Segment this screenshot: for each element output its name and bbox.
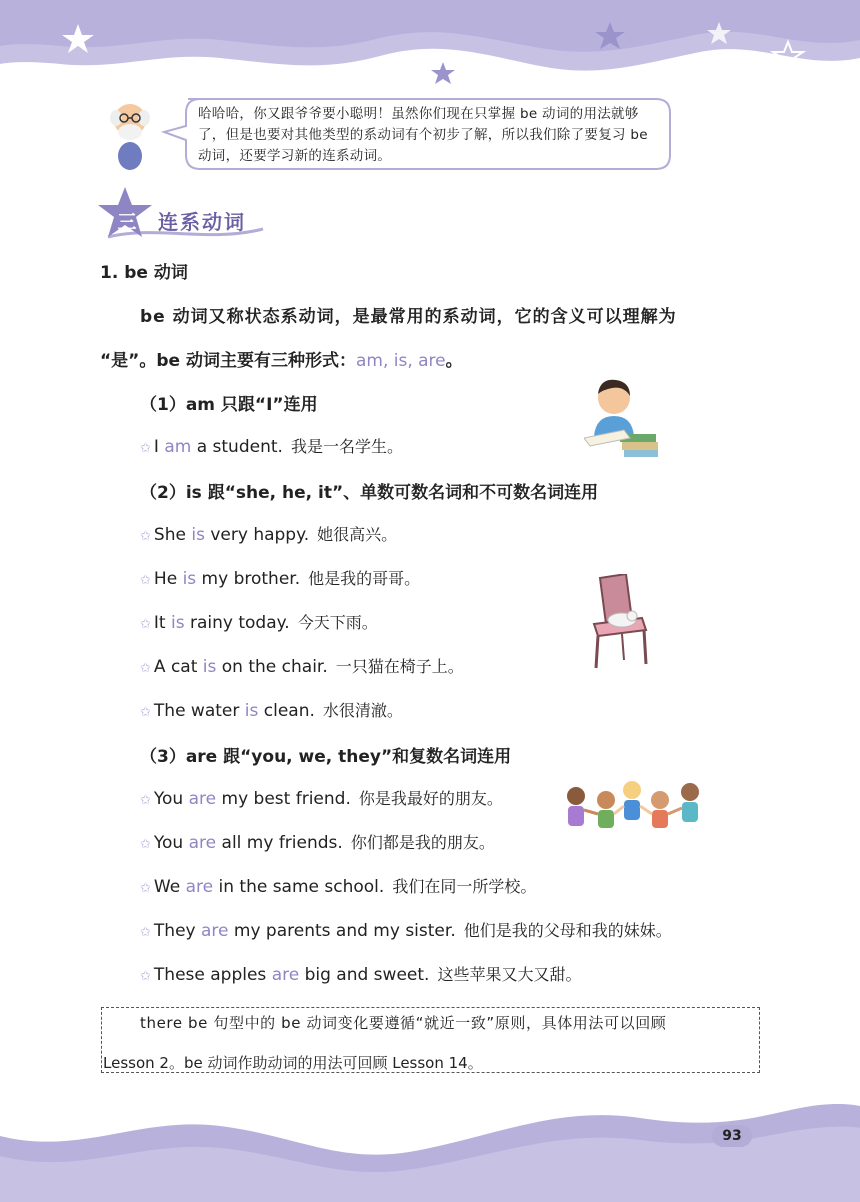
note-line-1: there be 句型中的 be 动词变化要遵循“就近一致”原则，具体用法可以回顾 bbox=[140, 1014, 667, 1032]
bubble-text: 哈哈哈，你又跟爷爷要小聪明！虽然你们现在只掌握 be 动词的用法就够了，但是也要对其他类型的系动词有个初步了解，所以我们除了要复习 be 动词，还要学习新的连系动词。 bbox=[198, 106, 648, 164]
chair-cat-illustration bbox=[586, 574, 652, 670]
example-line: ✩ These apples are big and sweet. 这些苹果又大又甜。 bbox=[140, 965, 582, 985]
paragraph-line-2: “是”。be 动词主要有三种形式：am, is, are。 bbox=[100, 351, 463, 371]
be-forms: am, is, are bbox=[355, 351, 446, 371]
example-line: ✩ I am a student. 我是一名学生。 bbox=[140, 437, 403, 457]
section-title: 连系动词 bbox=[158, 210, 246, 234]
example-line: ✩ He is my brother. 他是我的哥哥。 bbox=[140, 569, 421, 589]
star-bullet-icon: ✩ bbox=[140, 705, 151, 720]
page-number: 93 bbox=[712, 1125, 752, 1147]
group1-heading: （1）am 只跟“I”连用 bbox=[140, 395, 318, 415]
star-bullet-icon: ✩ bbox=[140, 881, 151, 896]
example-line: ✩ We are in the same school. 我们在同一所学校。 bbox=[140, 877, 537, 897]
star-bullet-icon: ✩ bbox=[140, 837, 151, 852]
star-bullet-icon: ✩ bbox=[140, 529, 151, 544]
footer-decoration bbox=[0, 1096, 860, 1202]
star-bullet-icon: ✩ bbox=[140, 617, 151, 632]
star-bullet-icon: ✩ bbox=[140, 793, 151, 808]
star-bullet-icon: ✩ bbox=[140, 925, 151, 940]
friends-illustration bbox=[560, 780, 716, 840]
example-line: ✩ The water is clean. 水很清澈。 bbox=[140, 701, 403, 721]
student-illustration bbox=[584, 376, 664, 464]
example-line: ✩ You are all my friends. 你们都是我的朋友。 bbox=[140, 833, 495, 853]
star-bullet-icon: ✩ bbox=[140, 441, 151, 456]
example-line: ✩ You are my best friend. 你是我最好的朋友。 bbox=[140, 789, 503, 809]
example-line: ✩ It is rainy today. 今天下雨。 bbox=[140, 613, 378, 633]
star-bullet-icon: ✩ bbox=[140, 969, 151, 984]
example-line: ✩ A cat is on the chair. 一只猫在椅子上。 bbox=[140, 657, 464, 677]
star-bullet-icon: ✩ bbox=[140, 573, 151, 588]
section-number: 三 bbox=[117, 211, 137, 233]
grandpa-avatar bbox=[104, 98, 156, 172]
paragraph-line-1: be 动词又称状态系动词，是最常用的系动词，它的含义可以理解为 bbox=[140, 307, 677, 327]
sub-heading: 1. be 动词 bbox=[100, 263, 188, 283]
group2-heading: （2）is 跟“she, he, it”、单数可数名词和不可数名词连用 bbox=[140, 483, 599, 503]
example-line: ✩ They are my parents and my sister. 他们是我的父母和我的妹妹。 bbox=[140, 921, 672, 941]
note-line-2: Lesson 2。be 动词作助动词的用法可回顾 Lesson 14。 bbox=[103, 1054, 483, 1072]
group3-heading: （3）are 跟“you, we, they”和复数名词连用 bbox=[140, 747, 512, 767]
header-decoration bbox=[0, 0, 860, 110]
star-bullet-icon: ✩ bbox=[140, 661, 151, 676]
example-line: ✩ She is very happy. 她很高兴。 bbox=[140, 525, 398, 545]
